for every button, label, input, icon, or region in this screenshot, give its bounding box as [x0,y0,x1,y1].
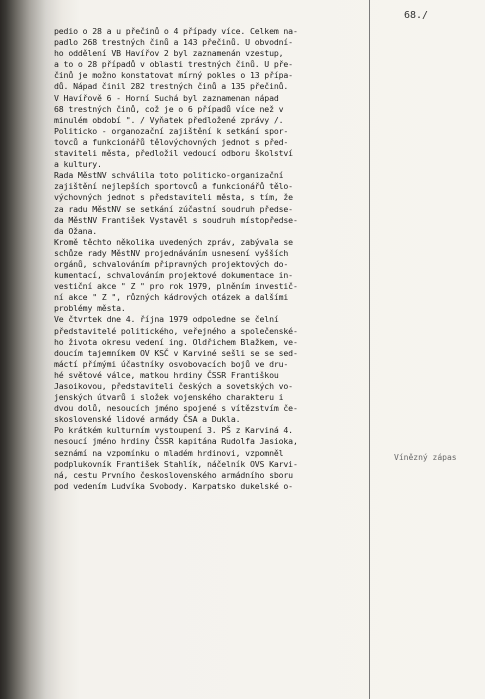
text-line: minulém období ". / Vyňatek předložené zprávy /. [54,114,284,125]
margin-rule [369,0,370,699]
text-line: nesoucí jméno hrdiny ČSSR kapitána Rudolfa Jasioka, [54,436,298,447]
text-line: máctí přímými účastníky osvobovacích bojů ve dru- [54,358,289,369]
text-line: Rada MěstNV schválila toto politicko-organizační [54,170,284,181]
text-line: kumentací, schvalováním projektové dokumentace in- [54,270,293,281]
text-line: da Ožana. [54,225,98,236]
text-line: a kultury. [54,159,102,170]
text-line: tovců a funkcionářů tělovýchovných jednot s před- [54,136,289,147]
text-line: a to o 28 případů v oblasti trestných činů. U pře- [54,59,293,70]
text-line: 68 trestných činů, což je o 6 případů více než v [54,103,284,114]
text-line: Jasoikovou, představiteli českých a sovetských vo- [54,381,293,391]
text-line: ní akce " Z ", různých kádrových otázek a dalšími [54,292,289,303]
text-line: V Havířově 6 - Horní Suchá byl zaznamenan nápad [54,92,279,103]
text-line: skoslovenské lidové armády ČSA a Dukla. [54,414,241,425]
text-line: Politicko - organozační zajištění k setkání spor- [54,125,289,136]
body-text [54,26,366,492]
text-line: jenských útvarů i složek vojenského charakteru i [54,392,284,403]
text-line: seznámí na vzpomínku o mladém hrdinovi, vzpomněl [54,447,284,458]
text-line: ná, cestu Prvního československého armádního sboru [54,469,293,480]
text-line: problémy města. [54,303,126,314]
text-line: dů. Nápad činil 282 trestných činů a 135 přečinů. [54,81,289,92]
text-line: Kromě těchto několika uvedených zpráv, zabývala se [54,236,293,247]
text-line: činů je možno konstatovat mírný pokles o 13 přípa- [54,70,293,81]
text-line: Po krátkém kulturním vystoupení 3. PŠ z Karviná 4. [54,425,293,436]
text-line: ho života okresu vedení ing. Oldřichem Blažkem, ve- [54,336,298,347]
text-line: zajištění nejlepších sportovců a funkcionářů tělo- [54,181,293,192]
text-line: pedio o 28 a u přečinů o 4 případy více. Celkem na- [54,26,298,36]
text-line: za radu MěstNV se setkání zúčastní soudruh předse- [54,203,293,214]
text-line: schůze rady MěstNV projednáváním usnesení vyšších [54,247,289,258]
text-line: dvou dolů, nesoucích jméno spojené s vítězstvím če- [54,403,298,414]
text-line: hé světové válce, matkou hrdiny ČSSR Františkou [54,369,279,380]
text-line: ho oddělení VB Havířov 2 byl zaznamenán vzestup, [54,48,284,59]
page-number: 68./ [404,10,429,21]
text-line: vestiční akce " Z " pro rok 1979, plněním investič- [54,281,298,292]
text-line: padlo 268 trestných činů a 143 přečinů. U obvodní- [54,37,293,48]
text-line: da MěstNV František Vystavěl s soudruh místopředse- [54,214,298,225]
text-line: doucím tajemníkem OV KSČ v Karviné sešli se se sed- [54,347,298,358]
text-line: představitelé politického, veřejného a společenské- [54,325,298,336]
text-line: Ve čtvrtek dne 4. října 1979 odpoledne se čelní [54,314,279,325]
text-line: staviteli města, předložil vedoucí odboru školství [54,148,293,159]
text-line: podplukovník František Stahlík, náčelník OVS Karvi- [54,458,298,469]
text-line: pod vedením Ludvíka Svobody. Karpatsko dukelské o- [54,480,293,491]
text-line: výchovných jednot s představiteli města, s tím, že [54,192,293,203]
margin-annotation: Vínězný zápas [394,453,457,462]
text-line: orgánů, schvalováním připravných projektových do- [54,258,289,269]
